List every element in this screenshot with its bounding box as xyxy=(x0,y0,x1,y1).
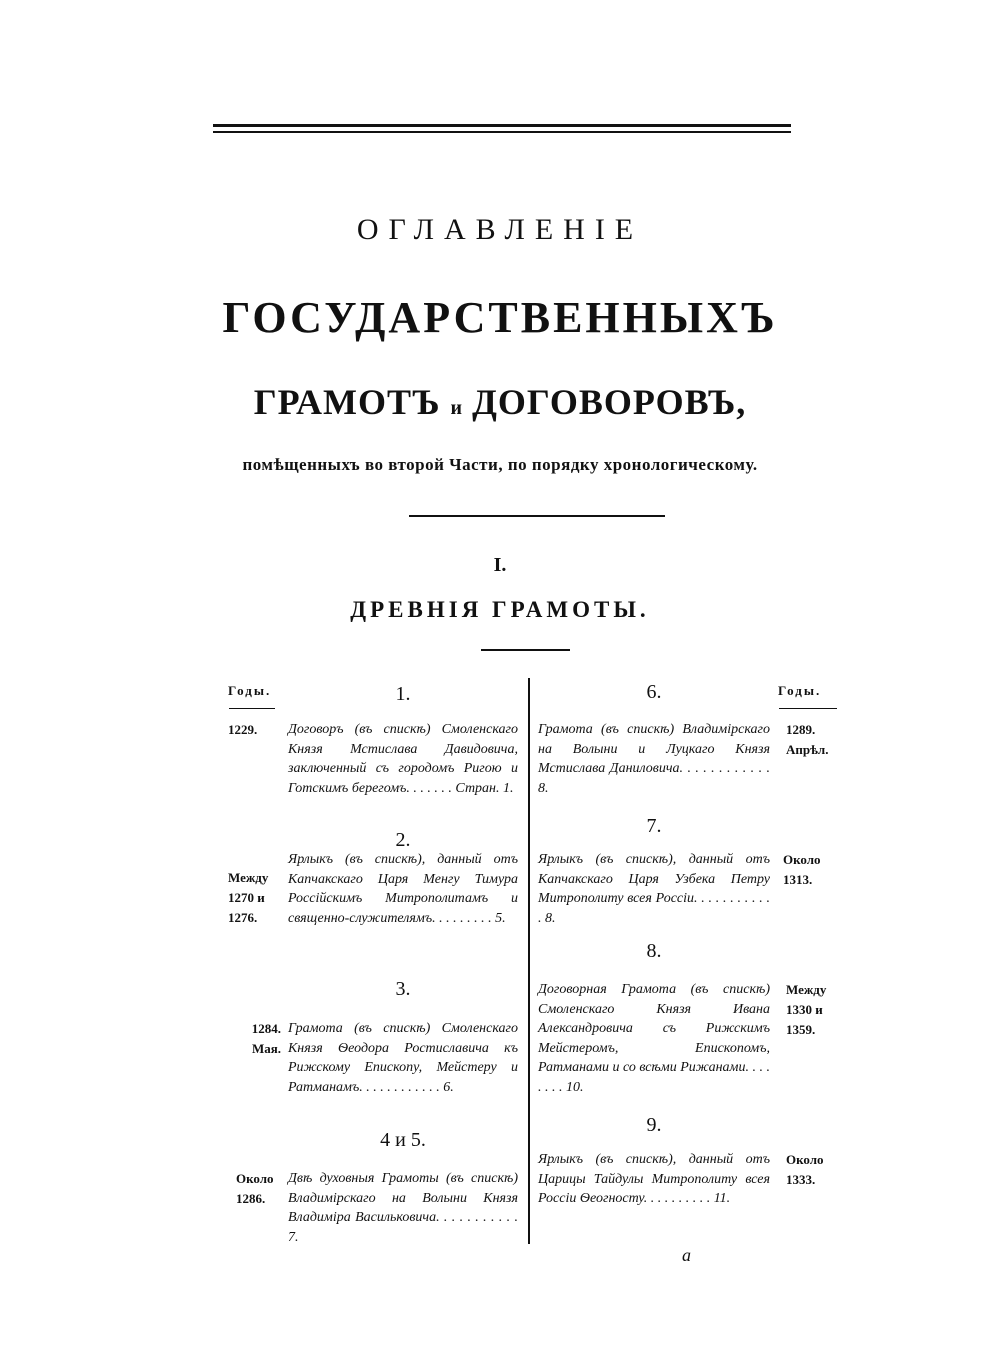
page-margin-left xyxy=(0,0,150,1365)
entry-year: Около 1333. xyxy=(786,1152,824,1187)
title-line-3-b: ДОГОВОРОВЪ, xyxy=(472,382,747,422)
middle-rule xyxy=(409,515,665,517)
page-margin-right xyxy=(880,0,1000,1365)
title-line-1: ОГЛАВЛЕНІЕ xyxy=(356,213,644,246)
column-divider xyxy=(528,678,530,1244)
years-label-right: Годы. xyxy=(778,683,822,698)
entry-year: Между 1330 и 1359. xyxy=(786,982,827,1037)
years-label-left: Годы. xyxy=(228,683,272,698)
years-underline-left xyxy=(229,708,275,709)
title-line-3 xyxy=(0,381,1000,423)
years-underline-right xyxy=(779,708,837,709)
entry-year: 1284. Мая. xyxy=(251,1021,281,1056)
entry-year: 1229. xyxy=(228,722,258,737)
entry-text: Ярлыкъ (въ спискѣ), данный отъ Царицы Тайдулы Митрополиту всея Россіи Ѳеогносту. . . . . . . . . . 11. xyxy=(538,1152,770,1206)
subtitle: помѣщенныхъ во второй Части, по порядку хронологическому. xyxy=(242,455,758,474)
title-line-3-a: ГРАМОТЪ xyxy=(253,382,441,422)
entry-year: Около 1286. xyxy=(236,1171,274,1206)
entry-year: Между 1270 и 1276. xyxy=(228,870,269,925)
entry-text: Грамота (въ спискѣ) Владимірскаго на Волыни и Луцкаго Князя Мстислава Даниловича. . . . . . . . . . . . 8. xyxy=(538,722,770,796)
entry-number: 6. xyxy=(646,681,662,703)
entry-number: 4 и 5. xyxy=(380,1129,426,1151)
entry-number: 3. xyxy=(395,978,411,1000)
section-number: I. xyxy=(493,554,507,576)
top-rule-thin xyxy=(213,131,791,133)
top-rule-thick xyxy=(213,124,791,127)
section-title: ДРЕВНІЯ ГРАМОТЫ. xyxy=(350,597,650,622)
title-line-2: ГОСУДАРСТВЕННЫХЪ xyxy=(222,293,778,342)
entry-text: Ярлыкъ (въ спискѣ), данный отъ Капчакскаго Царя Узбека Петру Митрополиту всея Россіи. . . . . . . . . . . . 8. xyxy=(538,852,770,926)
entry-text: Договорная Грамота (въ спискѣ) Смоленскаго Князя Ивана Александровича съ Рижскимъ Мейстеромъ, Епископомъ, Ратманами и со всѣми Рижанами. . . . . . . . 10. xyxy=(538,982,770,1095)
entry-number: 2. xyxy=(395,829,411,851)
entry-year: 1289. Апрѣл. xyxy=(786,722,829,757)
entry-year: Около 1313. xyxy=(783,852,821,887)
entry-text: Грамота (въ спискѣ) Смоленскаго Князя Ѳеодора Ростиславича къ Рижскому Епископу, Мейстеру и Ратманамъ. . . . . . . . . . . . 6. xyxy=(288,1021,518,1095)
entry-text: Договоръ (въ спискѣ) Смоленскаго Князя Мстислава Давидовича, заключенный съ городомъ Ригою и Готскимъ берегомъ. . . . . . . Стран. 1. xyxy=(288,722,518,796)
entry-text: Двѣ духовныя Грамоты (въ спискѣ) Владимірскаго на Волыни Князя Владиміра Васильковича. . . . . . . . . . . 7. xyxy=(288,1171,518,1245)
entry-number: 8. xyxy=(646,940,662,962)
entry-number: 7. xyxy=(646,815,662,837)
signature-mark: a xyxy=(682,1245,691,1265)
entry-text: Ярлыкъ (въ спискѣ), данный отъ Капчакскаго Царя Менгу Тимура Россійскимъ Митрополитамъ и священно-служителямъ. . . . . . . . . 5. xyxy=(288,852,518,926)
section-rule xyxy=(481,649,570,651)
entry-number: 1. xyxy=(395,683,411,705)
title-line-3-and: и xyxy=(450,397,463,419)
entry-number: 9. xyxy=(646,1114,662,1136)
